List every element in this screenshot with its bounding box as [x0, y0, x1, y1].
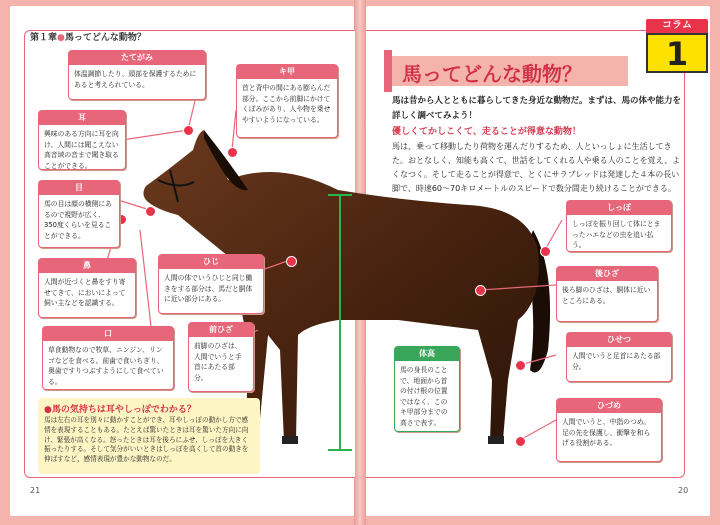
point-mane — [227, 147, 238, 158]
callout-mane — [68, 50, 206, 100]
callout-mouth-head: 口 — [43, 327, 173, 341]
callout-eye — [38, 180, 120, 248]
body-paragraph: 馬は、乗って移動したり荷物を運んだりするため、人といっしょに生活してきた。おとなしく、知能も高くて、世話をしてくれる人や乗る人のことを覚え、よくなつく。そして走ることが得意で、とくにサラブレッドは発達した４本の長い脚で、時速60～70キロメートルのスピードで数分間走り続けることができる。 — [392, 142, 681, 193]
callout-ear — [38, 110, 126, 170]
callout-hoof-text: 人間でいうと、中指のつめ。足の先を保護し、衝撃を和らげる役割がある。 — [562, 418, 651, 447]
point-tail — [540, 246, 551, 257]
page-number-right: 20 — [678, 486, 689, 495]
tips-box — [38, 398, 260, 474]
point-hock — [515, 360, 526, 371]
point-hind-knee — [475, 285, 486, 296]
callout-mouth-text: 草食動物なので牧草、ニンジン、リンゴなどを食べる。前歯で食いちぎり、奥歯ですりつぶすようにして食べている。 — [48, 346, 164, 386]
callout-mane-head: たてがみ — [69, 51, 205, 65]
tips-text: 馬は左右の耳を別々に動かすことができ、耳やしっぽの動かし方で感情を表現することもある。たとえば驚いたときは耳を驚いた方向に向け、緊張が高くなる。怒ったときは耳を後ろにふせ、しっぽを大きく振ったりする。そして気分がいいときはしっぽを高くして首の動きを伸ばすなど、感情表現が豊かな動物なのだ。 — [44, 416, 249, 464]
callout-tail-text: しっぽを振り回して体にとまったハエなどの虫を追い払う。 — [572, 220, 661, 249]
callout-withers-text: 首と背中の間にある膨らんだ部分。ここから前脚にかけてくぼみがあり、人や物を乗せやすいようになっている。 — [242, 84, 331, 124]
callout-tail-head: しっぽ — [567, 201, 671, 215]
subheading: 優しくてかしこくて、走ることが得意な動物！ — [392, 127, 581, 137]
callout-hind-knee-text: 後ろ脚のひざは、胴体に近いところにある。 — [562, 286, 651, 305]
callout-nose-head: 鼻 — [39, 259, 135, 273]
callout-hock — [566, 332, 672, 382]
callout-elbow-head: ひじ — [159, 255, 263, 269]
page-title: 馬ってどんな動物？ — [402, 62, 582, 86]
callout-hind-knee — [556, 266, 658, 322]
column-label: コラム — [646, 19, 708, 33]
callout-withers — [236, 64, 338, 138]
callout-knee-head: 前ひざ — [189, 323, 253, 337]
callout-withers-head: キ甲 — [237, 65, 337, 79]
tips-heading: ●馬の気持ちは耳やしっぽでわかる？ — [44, 405, 196, 415]
column-number: 1 — [646, 33, 708, 73]
point-elbow — [286, 256, 297, 267]
callout-knee — [188, 322, 254, 392]
page-number-left: 21 — [30, 486, 41, 495]
point-ear — [183, 125, 194, 136]
callout-hind-knee-head: 後ひざ — [557, 267, 657, 281]
callout-ear-text: 興味のある方向に耳を向け、人間には聞こえない高音域の音まで聞き取ることができる。 — [44, 130, 119, 170]
callout-knee-text: 前脚のひざは、人間でいうと手首にあたる部分。 — [194, 342, 242, 382]
chapter-title: 馬ってどんな動物？ — [64, 33, 146, 43]
chapter-label: 第１章 — [30, 33, 58, 43]
callout-height-head: 体高 — [395, 347, 459, 361]
callout-tail — [566, 200, 672, 252]
intro-text: 馬は昔から人とともに暮らしてきた身近な動物だ。まずは、馬の体や能力を詳しく調べてみよう！ — [392, 96, 682, 121]
callout-ear-head: 耳 — [39, 111, 125, 125]
chapter-header: 第１章●馬ってどんな動物？ — [30, 33, 146, 43]
callout-height-text: 馬の身長のことで、地面から首の付け根の位置ではなく、このキ甲部分までの高さで表す。 — [400, 366, 448, 427]
callout-height — [394, 346, 460, 432]
callout-elbow — [158, 254, 264, 314]
point-eye — [145, 206, 156, 217]
callout-mane-text: 体温調節したり、頭部を保護するためにあると考えられている。 — [74, 70, 197, 89]
callout-mouth — [42, 326, 174, 390]
callout-hock-head: ひせつ — [567, 333, 671, 347]
callout-eye-head: 目 — [39, 181, 119, 195]
callout-hoof-head: ひづめ — [557, 399, 661, 413]
callout-nose — [38, 258, 136, 318]
callout-nose-text: 人間が近づくと鼻をすり寄せてきて、においによって飼い主などを認識する。 — [44, 278, 126, 307]
callout-hock-text: 人間でいうと足首にあたる部分。 — [572, 352, 661, 371]
callout-elbow-text: 人間の体でいうひじと同じ働きをする部分は、馬だと胴体に近い部分にある。 — [164, 274, 253, 303]
callout-eye-text: 馬の目は顔の横側にあるので視野が広く、350度くらいを見ることができる。 — [44, 200, 112, 240]
callout-hoof — [556, 398, 662, 462]
point-hoof — [515, 436, 526, 447]
